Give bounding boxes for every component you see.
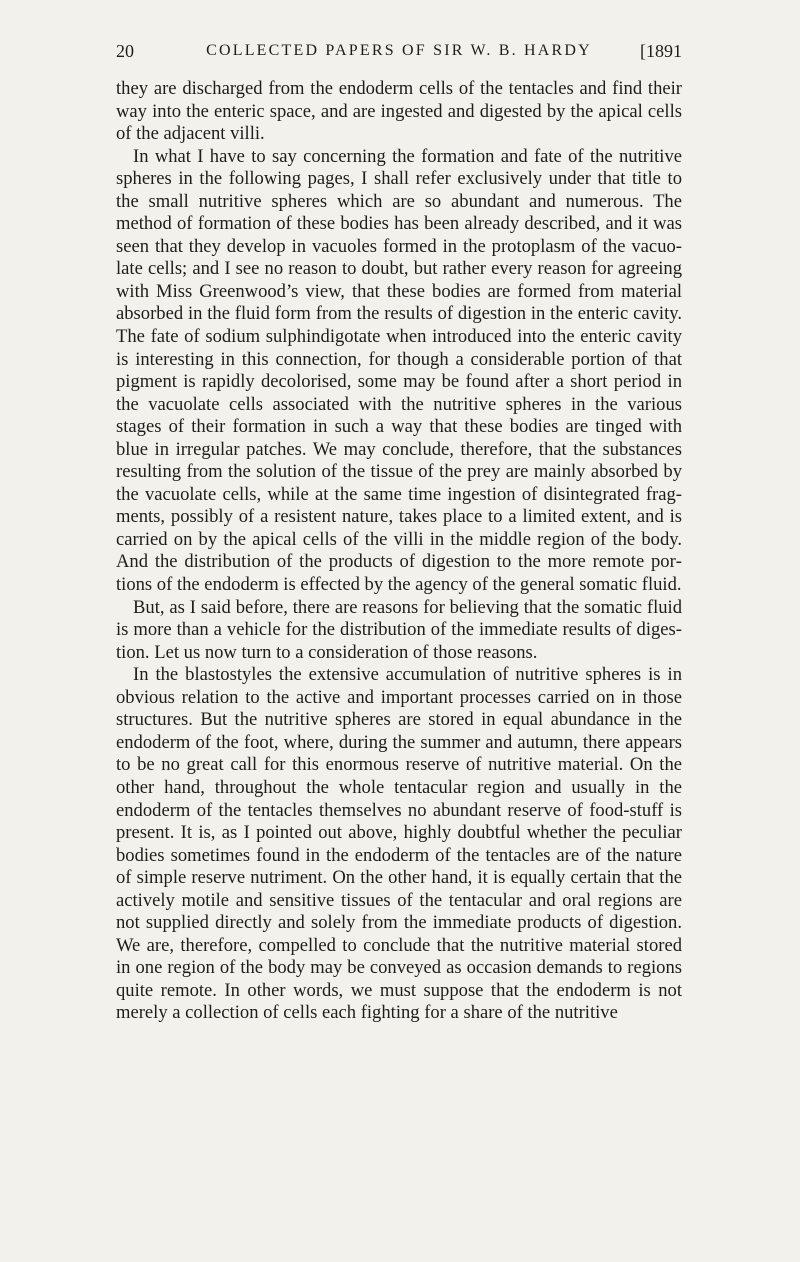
paragraph-blastostyles: In the blastostyles the extensive accumulation of nutritive spheres is in obvious relation to the active and important processes carried on in those structures. But the nutritive spheres are stored in equal abundance in the endoderm of the foot, where, during the summer and autumn, there appears to be no great call for this enormous reserve of nutritive material. On the other hand, throughout the whole tentacular region and usually in the endoderm of the tentacles themselves no abundant reserve of food-stuff is present. It is, as I pointed out above, highly doubtful whether the peculiar bodies sometimes found in the endoderm of the tentacles are of the nature of simple reserve nutriment. On the other hand, it is equally certain that the actively motile and sensitive tissues of the tentacular and oral regions are not supplied directly and solely from the immediate products of digestion. We are, therefore, compelled to conclude that the nutritive material stored in one region of the body may be conveyed as occasion demands to regions quite remote. In other words, we must suppose that the endoderm is not merely a collection of cells each fighting for a share of the nutritive [116,664,682,1024]
paragraph-somatic-fluid: But, as I said before, there are reasons for believing that the somatic fluid is more than a vehicle for the distribution of the immediate results of digestion. Let us now turn to a consideration of those reasons. [116,596,682,663]
running-head [116,36,682,66]
body-text [116,78,682,1025]
paragraph-continued: they are discharged from the endoderm cells of the tentacles and find their way into the enteric space, and are ingested and digested by the apical cells of the adjacent villi. [116,78,682,145]
page-number: 20 [116,41,134,61]
running-year: [1891 [640,41,682,61]
paragraph-nutritive-spheres: In what I have to say concerning the formation and fate of the nutritive spheres in the following pages, I shall refer exclusively under that title to the small nutritive spheres which are so abundant and numerous. The method of formation of these bodies has been already described, and it was seen that they develop in vacuoles formed in the protoplasm of the vacuolate cells; and I see no reason to doubt, but rather every reason for agreeing with Miss Greenwood’s view, that these bodies are formed from material absorbed in the fluid form from the results of digestion in the enteric cavity. The fate of sodium sulphindigotate when introduced into the enteric cavity is interesting in this connection, for though a considerable portion of that pigment is rapidly decolorised, some may be found after a short period in the vacuolate cells associated with the nutritive spheres in the various stages of their formation in such a way that these bodies are tinged with blue in irregular patches. We may conclude, therefore, that the substances resulting from the solution of the tissue of the prey are mainly absorbed by the vacuolate cells, while at the same time ingestion of disintegrated fragments, possibly of a resistent nature, takes place to a limited extent, and is carried on by the apical cells of the villi in the middle region of the body. And the distribution of the products of digestion to the more remote portions of the endoderm is effected by the agency of the general somatic fluid. [116,145,682,596]
running-title: COLLECTED PAPERS OF SIR W. B. HARDY [206,42,592,59]
